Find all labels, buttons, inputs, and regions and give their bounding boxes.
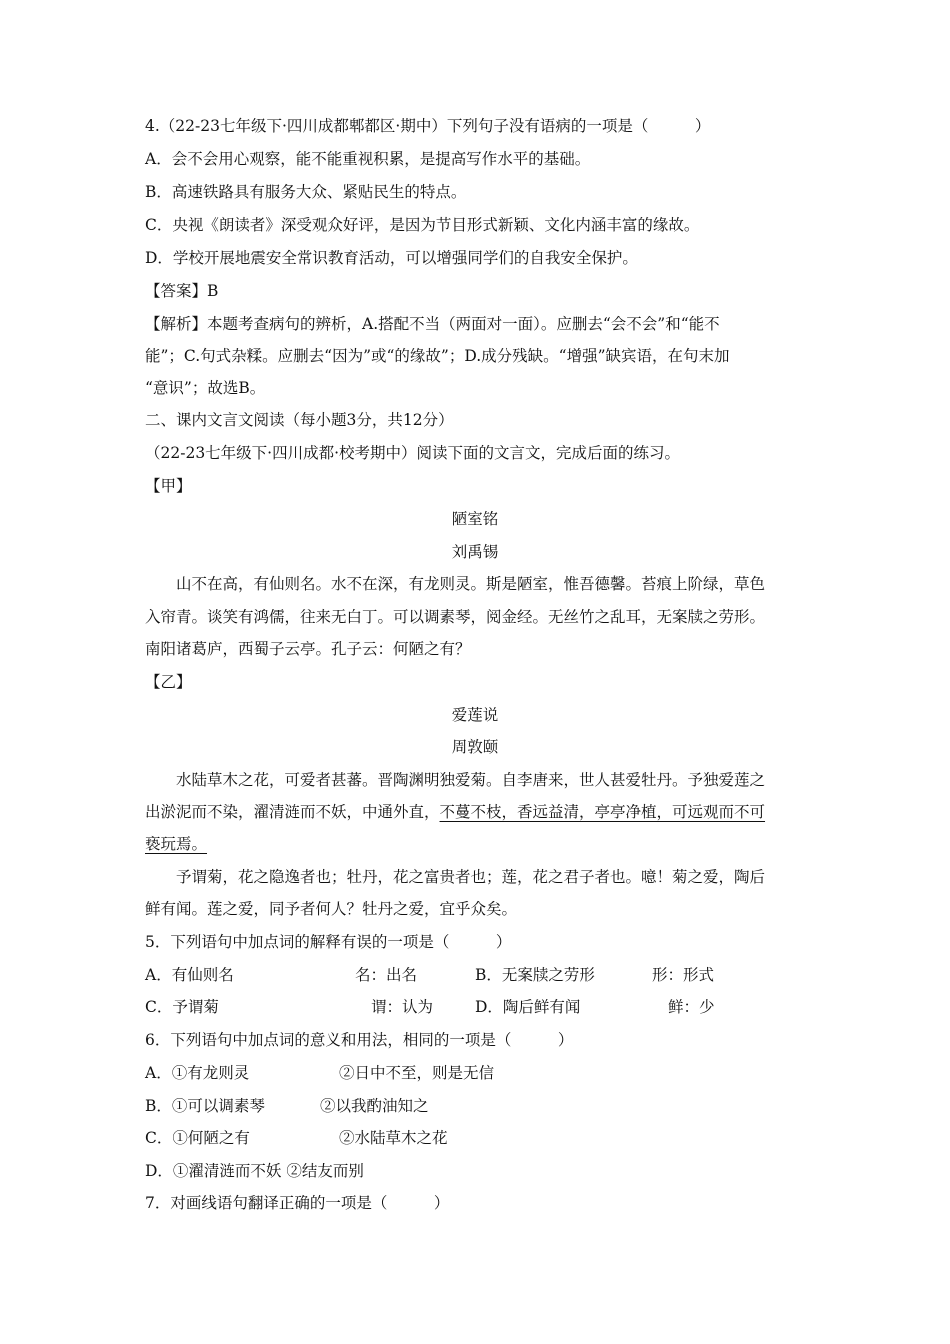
q4-analysis-line-2: 能”；C.句式杂糅。应删去“因为”或“的缘故”；D.成分残缺。“增强”缺宾语，在句末加: [145, 347, 730, 365]
q4-analysis-line-3: “意识”；故选B。: [145, 379, 266, 397]
q5-stem: 5．下列语句中加点词的解释有误的一项是（ ）: [145, 933, 512, 951]
q6-option-a-1: A．①有龙则灵: [145, 1064, 250, 1082]
yi-text-line-5: 鲜有闻。莲之爱，同予者何人？牡丹之爱，宜乎众矣。: [145, 900, 518, 918]
q4-stem: 4.（22-23七年级下·四川成都郫都区·期中）下列句子没有语病的一项是（ ）: [145, 117, 711, 135]
q4-analysis-line-1: 【解析】本题考查病句的辨析，A.搭配不当（两面对一面）。应删去“会不会”和“能不: [145, 315, 720, 333]
yi-text-line-4: 予谓菊，花之隐逸者也；牡丹，花之富贵者也；莲，花之君子者也。噫！菊之爱，陶后: [176, 868, 766, 886]
jia-label: 【甲】: [145, 477, 192, 495]
q4-option-a: A．会不会用心观察，能不能重视积累，是提高写作水平的基础。: [145, 150, 591, 168]
q6-option-c-2: ②水陆草木之花: [339, 1129, 448, 1147]
yi-text-line-3: [145, 834, 207, 854]
q6-option-d: D．①濯清涟而不妖 ②结友而别: [145, 1162, 364, 1180]
q5-option-c-gloss: 谓：认为: [371, 998, 434, 1016]
q5-option-d: D．陶后鲜有闻: [475, 998, 581, 1016]
q5-option-b-gloss: 形：形式: [652, 966, 715, 984]
q4-option-b: B．高速铁路具有服务大众、紧贴民生的特点。: [145, 183, 467, 201]
q6-option-a-2: ②日中不至，则是无信: [339, 1064, 495, 1082]
section-intro: （22-23七年级下·四川成都·校考期中）阅读下面的文言文，完成后面的练习。: [145, 444, 681, 462]
q6-stem: 6．下列语句中加点词的意义和用法，相同的一项是（ ）: [145, 1031, 574, 1049]
section-heading: 二、课内文言文阅读（每小题3分，共12分）: [145, 411, 454, 429]
yi-underlined-sentence-end: 亵玩焉。: [145, 835, 208, 853]
jia-author: 刘禹锡: [451, 543, 499, 561]
q4-option-d: D．学校开展地震安全常识教育活动，可以增强同学们的自我安全保护。: [145, 249, 638, 267]
q5-option-a: A．有仙则名: [145, 966, 234, 984]
q5-option-d-gloss: 鲜：少: [668, 998, 715, 1016]
q4-answer: 【答案】B: [145, 282, 219, 300]
yi-title: 爱莲说: [451, 706, 499, 724]
q5-option-b: B．无案牍之劳形: [475, 966, 595, 984]
yi-author: 周敦颐: [451, 738, 499, 756]
yi-text-line-1: 水陆草木之花，可爱者甚蕃。晋陶渊明独爱菊。自李唐来，世人甚爱牡丹。予独爱莲之: [176, 771, 766, 789]
q6-option-b-2: ②以我酌油知之: [320, 1097, 429, 1115]
yi-text-line-2: [145, 802, 765, 822]
yi-text-plain: 出淤泥而不染，濯清涟而不妖，中通外直，: [145, 803, 440, 821]
jia-title: 陋室铭: [451, 510, 499, 528]
yi-underlined-sentence: 不蔓不枝，香远益清，亭亭净植，可远观而不可: [439, 803, 766, 821]
yi-label: 【乙】: [145, 673, 192, 691]
jia-text-line-2: 入帘青。谈笑有鸿儒，往来无白丁。可以调素琴，阅金经。无丝竹之乱耳，无案牍之劳形。: [145, 608, 766, 626]
q5-option-a-gloss: 名：出名: [355, 966, 418, 984]
q6-option-c-1: C．①何陋之有: [145, 1129, 250, 1147]
jia-text-line-1: 山不在高，有仙则名。水不在深，有龙则灵。斯是陋室，惟吾德馨。苔痕上阶绿，草色: [176, 575, 766, 593]
jia-text-line-3: 南阳诸葛庐，西蜀子云亭。孔子云：何陋之有？: [145, 640, 471, 658]
q4-option-c: C．央视《朗读者》深受观众好评，是因为节目形式新颖、文化内涵丰富的缘故。: [145, 216, 700, 234]
q7-stem: 7．对画线语句翻译正确的一项是（ ）: [145, 1194, 450, 1212]
q6-option-b-1: B．①可以调素琴: [145, 1097, 265, 1115]
q5-option-c: C．予谓菊: [145, 998, 219, 1016]
